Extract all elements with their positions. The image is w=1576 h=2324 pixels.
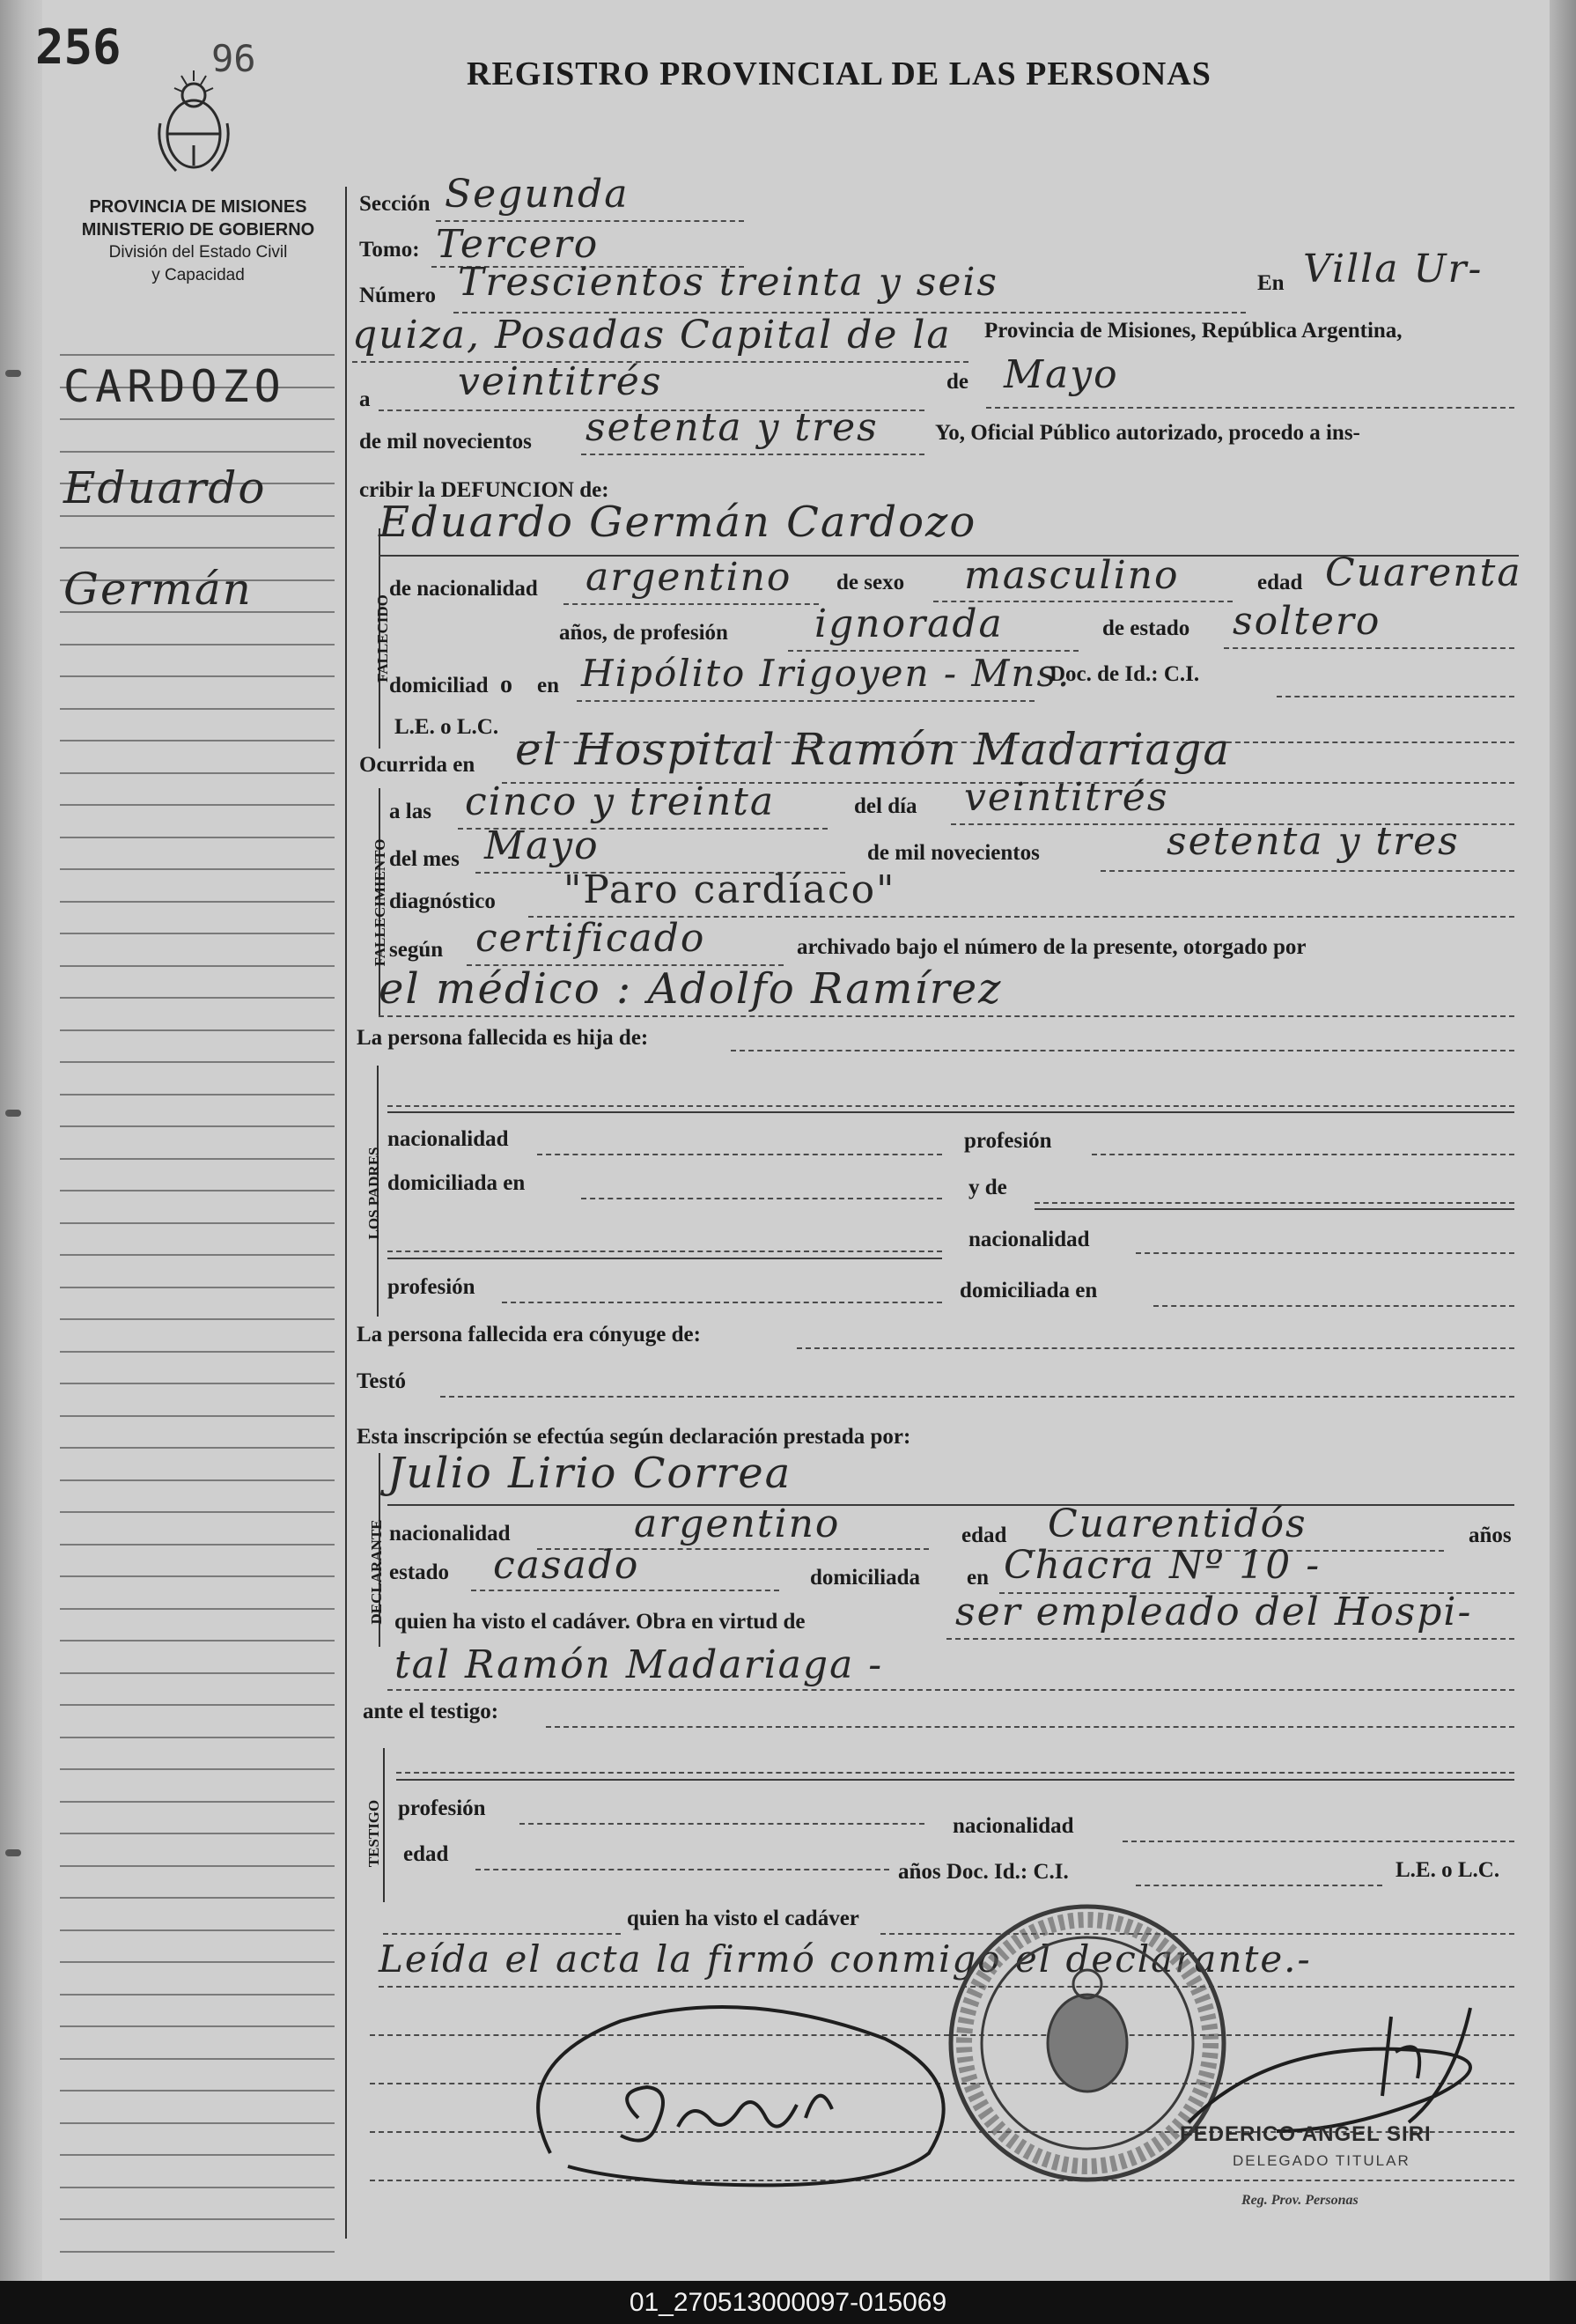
declarante-nacionalidad: argentino <box>634 1501 841 1546</box>
padre-domicilio-label: domiciliada en <box>387 1171 526 1195</box>
margin-rule-line <box>60 644 335 646</box>
declarante-edad-label: edad <box>961 1524 1007 1547</box>
margin-rule-line <box>60 1254 335 1256</box>
domicilio-label: domiciliad <box>389 674 489 697</box>
dia-label: del día <box>854 794 917 818</box>
declarante-en-label: en <box>967 1566 989 1590</box>
margin-rule-line <box>60 1865 335 1867</box>
edad-value: Cuarenta <box>1325 550 1522 595</box>
hora-label: a las <box>389 800 431 823</box>
edad-label: edad <box>1257 571 1303 594</box>
ante-testigo-text: ante el testigo: <box>363 1700 499 1723</box>
segun-label: según <box>389 938 444 962</box>
diagnostico-label: diagnóstico <box>389 889 496 913</box>
a-label: a <box>359 387 371 411</box>
margin-rule-line <box>60 1961 335 1963</box>
dia-registro-value: veintitrés <box>458 359 663 404</box>
image-id-bar <box>0 2281 1576 2324</box>
anio-fallecimiento-label: de mil novecientos <box>867 841 1040 865</box>
testo-label: Testó <box>357 1369 407 1393</box>
lugar-value: quiza, Posadas Capital de la <box>352 313 952 358</box>
testigo-doc-label: años Doc. Id.: C.I. <box>898 1860 1069 1884</box>
margin-rule-line <box>60 1544 335 1546</box>
tomo-label: Tomo: <box>359 238 420 262</box>
margin-rule-line <box>60 1575 335 1577</box>
margin-rule-line <box>60 675 335 677</box>
testigo-nacionalidad-label: nacionalidad <box>953 1814 1074 1838</box>
oficial-text: Yo, Oficial Público autorizado, procedo a ins- <box>935 421 1360 445</box>
margin-rule-line <box>60 740 335 741</box>
margin-rule-line <box>60 1029 335 1031</box>
declarante-visto-text: quien ha visto el cadáver. Obra en virtud de <box>394 1610 806 1634</box>
margin-rule-line <box>60 1447 335 1449</box>
margin-rule-line <box>60 547 335 549</box>
margin-rule-line <box>60 1415 335 1417</box>
coat-of-arms-icon <box>150 62 238 185</box>
testigo-visto-text: quien ha visto el cadáver <box>627 1907 859 1930</box>
margin-rule-line <box>60 2025 335 2027</box>
binding-edge <box>0 0 42 2281</box>
tomo-value: Tercero <box>436 222 600 267</box>
mes-registro-value: Mayo <box>1004 352 1119 397</box>
margin-rule-line <box>60 354 335 356</box>
anio-registro-value: setenta y tres <box>585 405 879 450</box>
margin-rule-line <box>60 1222 335 1224</box>
margin-rule-line <box>60 2251 335 2253</box>
numero-value: Trescientos treinta y seis <box>458 260 999 305</box>
declarante-edad: Cuarentidós <box>1048 1501 1307 1546</box>
doc-label: Doc. de Id.: C.I. <box>1049 662 1200 686</box>
margin-rule-line <box>60 1929 335 1931</box>
margin-rule-line <box>60 1094 335 1096</box>
margin-rule-line <box>60 2122 335 2124</box>
declarante-anios-label: años <box>1469 1524 1512 1547</box>
fallecido-nombre: Eduardo Germán Cardozo <box>379 498 977 547</box>
margin-rule-line <box>60 1672 335 1674</box>
margin-rule-line <box>60 1897 335 1899</box>
inscripcion-text: Esta inscripción se efectúa según declaración prestada por: <box>357 1425 911 1449</box>
seccion-value: Segunda <box>445 172 630 217</box>
margin-given-name-1: Eduardo <box>63 462 267 513</box>
declarante-domicilio: Chacra Nº 10 - <box>1004 1543 1322 1588</box>
hija-de-text: La persona fallecida es hija de: <box>357 1026 649 1050</box>
segun-value: certificado <box>475 916 706 961</box>
image-id-text: 01_270513000097-015069 <box>629 2287 947 2317</box>
margin-rule-line <box>60 1287 335 1288</box>
agency-division: División del Estado Civil <box>108 243 288 262</box>
madre-domicilio-label: domiciliada en <box>960 1279 1098 1302</box>
dia-value: veintitrés <box>964 775 1169 820</box>
margin-rule-line <box>60 2058 335 2060</box>
margin-rule-line <box>60 2090 335 2092</box>
margin-rule-line <box>60 451 335 453</box>
sexo-label: de sexo <box>836 571 905 594</box>
profesion-label: años, de profesión <box>559 621 728 645</box>
inscribir-text: cribir la DEFUNCION de: <box>359 478 609 502</box>
fallecido-section-label: FALLECIDO <box>374 594 391 682</box>
margin-rule-line <box>60 1768 335 1770</box>
de-label: de <box>946 370 968 394</box>
padre-nacionalidad-label: nacionalidad <box>387 1127 509 1151</box>
medico-value: el médico : Adolfo Ramírez <box>379 964 1003 1014</box>
margin-rule-line <box>60 804 335 806</box>
declarante-domicilio-label: domiciliada <box>810 1566 921 1590</box>
declarante-virtud: ser empleado del Hospi- <box>955 1590 1473 1634</box>
ocurrida-label: Ocurrida en <box>359 753 475 777</box>
margin-rule-line <box>60 1511 335 1513</box>
declarante-estado-label: estado <box>389 1560 450 1584</box>
testigo-profesion-label: profesión <box>398 1796 486 1820</box>
padres-section-label: LOS PADRES <box>365 1147 382 1240</box>
en-label: En <box>1257 271 1285 295</box>
agency-capacity: y Capacidad <box>151 266 245 284</box>
margin-rule-line <box>60 1833 335 1834</box>
margin-rule-line <box>60 1608 335 1610</box>
declarant-signature-icon <box>515 1986 973 2188</box>
declarante-nacionalidad-label: nacionalidad <box>389 1522 511 1546</box>
margin-rule-line <box>60 418 335 420</box>
testigo-le-label: L.E. o L.C. <box>1396 1858 1500 1882</box>
ocurrida-value: el Hospital Ramón Madariaga <box>515 724 1232 775</box>
profesion-value: ignorada <box>814 601 1004 646</box>
margin-rule-line <box>60 2154 335 2156</box>
anio-label: de mil novecientos <box>359 430 532 454</box>
page-number-secondary: 96 <box>211 37 256 80</box>
margin-rule-line <box>60 868 335 870</box>
margin-rule-line <box>60 1351 335 1353</box>
official-registry: Reg. Prov. Personas <box>1241 2193 1359 2208</box>
domicilio-suffix: o <box>500 671 512 698</box>
declarant-signature-text <box>696 2096 698 2097</box>
main-column-rule <box>345 187 347 2239</box>
margin-rule-line <box>60 837 335 838</box>
numero-label: Número <box>359 284 437 307</box>
margin-rule-line <box>60 1061 335 1063</box>
domicilio-value: Hipólito Irigoyen - Mns. <box>581 652 1072 695</box>
declarante-nombre: Julio Lirio Correa <box>387 1449 792 1498</box>
margin-rule-line <box>60 901 335 903</box>
diagnostico-value: "Paro cardíaco" <box>563 867 896 912</box>
page-title: REGISTRO PROVINCIAL DE LAS PERSONAS <box>467 55 1211 92</box>
official-title: DELEGADO TITULAR <box>1233 2152 1410 2169</box>
mes-label: del mes <box>389 847 460 871</box>
margin-rule-line <box>60 1125 335 1127</box>
margin-rule-line <box>60 708 335 710</box>
y-de-label: y de <box>968 1176 1007 1199</box>
declarante-section-label: DECLARANTE <box>368 1519 385 1625</box>
en-value: Villa Ur- <box>1303 247 1484 291</box>
testigo-edad-label: edad <box>403 1842 449 1866</box>
margin-rule-line <box>60 2187 335 2188</box>
official-name: FEDERICO ANGEL SIRI <box>1180 2122 1432 2146</box>
sexo-value: masculino <box>964 553 1180 598</box>
agency-block <box>53 196 343 287</box>
agency-ministry: MINISTERIO DE GOBIERNO <box>81 220 315 240</box>
domicilio-en-label: en <box>537 674 559 697</box>
margin-rule-line <box>60 933 335 934</box>
archivado-text: archivado bajo el número de la presente, otorgado por <box>797 935 1307 959</box>
provincia-text: Provincia de Misiones, República Argentina, <box>984 319 1403 343</box>
conyuge-text: La persona fallecida era cónyuge de: <box>357 1323 701 1346</box>
le-label: L.E. o L.C. <box>394 715 499 739</box>
margin-rule-line <box>60 1383 335 1384</box>
margin-rule-line <box>60 1318 335 1320</box>
page-edge <box>1550 0 1576 2281</box>
page-number-stamp: 256 <box>35 19 122 75</box>
margin-rule-line <box>60 1158 335 1160</box>
fallecimiento-section-label: FALLECIMIENTO <box>372 838 388 967</box>
margin-surname: CARDOZO <box>63 361 286 412</box>
testigo-section-label: TESTIGO <box>365 1799 382 1868</box>
margin-rule-line <box>60 965 335 967</box>
hora-value: cinco y treinta <box>465 779 776 824</box>
margin-rule-line <box>60 1190 335 1192</box>
margin-rule-line <box>60 1640 335 1642</box>
margin-given-name-2: Germán <box>63 564 253 615</box>
cierre-text: Leída el acta la firmó conmigo el declarante.- <box>379 1937 1312 1981</box>
margin-rule-line <box>60 1704 335 1706</box>
margin-rule-line <box>60 1479 335 1481</box>
declarante-virtud-2: tal Ramón Madariaga - <box>394 1642 884 1687</box>
agency-province: PROVINCIA DE MISIONES <box>89 197 307 217</box>
testigo-bracket <box>383 1748 385 1902</box>
estado-label: de estado <box>1102 616 1190 640</box>
margin-rule-line <box>60 1737 335 1738</box>
nacionalidad-label: de nacionalidad <box>389 577 538 601</box>
margin-rule-line <box>60 1994 335 1996</box>
nacionalidad-value: argentino <box>585 555 792 600</box>
margin-rule-line <box>60 2218 335 2220</box>
madre-nacionalidad-label: nacionalidad <box>968 1228 1090 1251</box>
declarante-estado: casado <box>493 1543 640 1588</box>
anio-fallecimiento-value: setenta y tres <box>1167 819 1460 864</box>
margin-rule-line <box>60 997 335 999</box>
estado-value: soltero <box>1233 599 1381 644</box>
margin-rule-line <box>60 515 335 517</box>
padre-profesion-label: profesión <box>964 1129 1052 1153</box>
mes-value: Mayo <box>484 823 600 868</box>
madre-profesion-label: profesión <box>387 1275 475 1299</box>
margin-rule-line <box>60 1801 335 1803</box>
seccion-label: Sección <box>359 192 431 216</box>
margin-rule-line <box>60 772 335 774</box>
